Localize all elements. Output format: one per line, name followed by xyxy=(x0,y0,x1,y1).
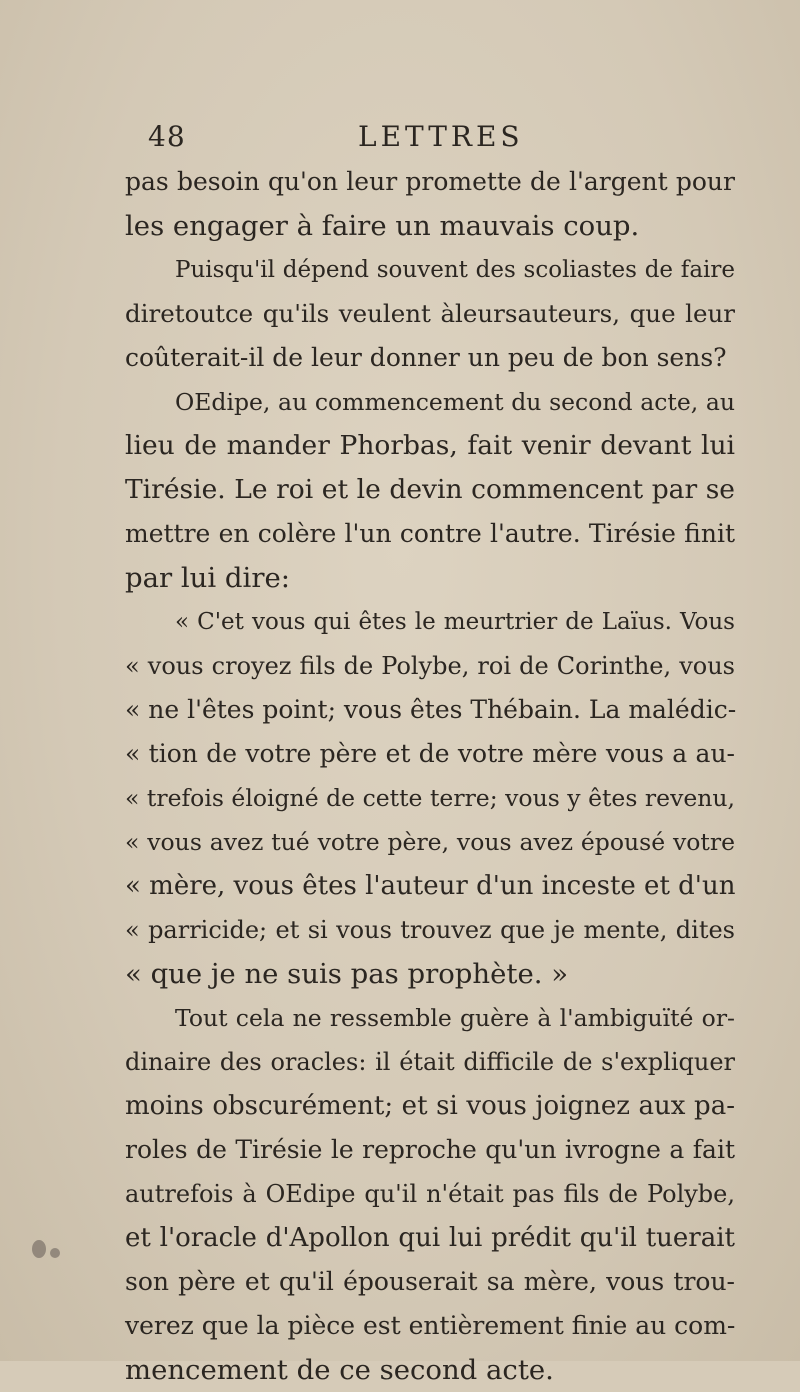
quote-line: « vous avez tué votre père, vous avez épousé votre xyxy=(125,828,735,856)
text-line: les engager à faire un mauvais coup. xyxy=(125,210,640,242)
text-line: Tirésie. Le roi et le devin commencent par se xyxy=(125,474,735,505)
text-line: coûterait-il de leur donner un peu de bon sens? xyxy=(125,343,727,372)
text-line: moins obscurément; et si vous joignez aux pa- xyxy=(125,1091,735,1121)
text-line: mencement de ce second acte. xyxy=(125,1354,554,1386)
ink-smudge xyxy=(30,1240,64,1262)
text-line: autrefois à OEdipe qu'il n'était pas fils de Polybe, xyxy=(125,1180,735,1208)
quote-line: « mère, vous êtes l'auteur d'un inceste et d'un xyxy=(125,871,736,901)
quote-line: « parricide; et si vous trouvez que je mente, dites xyxy=(125,916,735,944)
text-line: roles de Tirésie le reproche qu'un ivrogne a fait xyxy=(125,1135,735,1164)
body-text xyxy=(125,160,735,1392)
quote-line: « tion de votre père et de votre mère vous a au- xyxy=(125,739,735,768)
quote-line: « vous croyez fils de Polybe, roi de Corinthe, vous xyxy=(125,652,735,680)
page-header xyxy=(148,120,748,160)
text-line: OEdipe, au commencement du second acte, au xyxy=(175,388,735,416)
running-head: LETTRES xyxy=(358,120,524,153)
quote-line: « que je ne suis pas prophète. » xyxy=(125,958,569,990)
text-line: par lui dire: xyxy=(125,562,291,594)
text-line: Puisqu'il dépend souvent des scoliastes de faire xyxy=(175,257,735,283)
text-line: Tout cela ne ressemble guère à l'ambiguïté or- xyxy=(175,1004,735,1032)
text-line: verez que la pièce est entièrement finie au com- xyxy=(125,1311,736,1340)
quote-line: « trefois éloigné de cette terre; vous y êtes revenu, xyxy=(125,784,735,812)
page-number: 48 xyxy=(148,120,186,153)
text-line: mettre en colère l'un contre l'autre. Tirésie finit xyxy=(125,519,735,548)
text-line: son père et qu'il épouserait sa mère, vous trou- xyxy=(125,1267,735,1296)
quote-line: « C'et vous qui êtes le meurtrier de Laïus. Vous xyxy=(175,609,735,635)
text-line: pas besoin qu'on leur promette de l'argent pour xyxy=(125,167,735,196)
text-line: diretoutce qu'ils veulent àleursauteurs, que leur xyxy=(125,299,735,328)
quote-line: « ne l'êtes point; vous êtes Thébain. La malédic- xyxy=(125,695,737,724)
text-line: dinaire des oracles: il était difficile de s'expliquer xyxy=(125,1048,735,1076)
text-line: lieu de mander Phorbas, fait venir devant lui xyxy=(125,430,735,461)
text-line: et l'oracle d'Apollon qui lui prédit qu'il tuerait xyxy=(125,1223,735,1253)
